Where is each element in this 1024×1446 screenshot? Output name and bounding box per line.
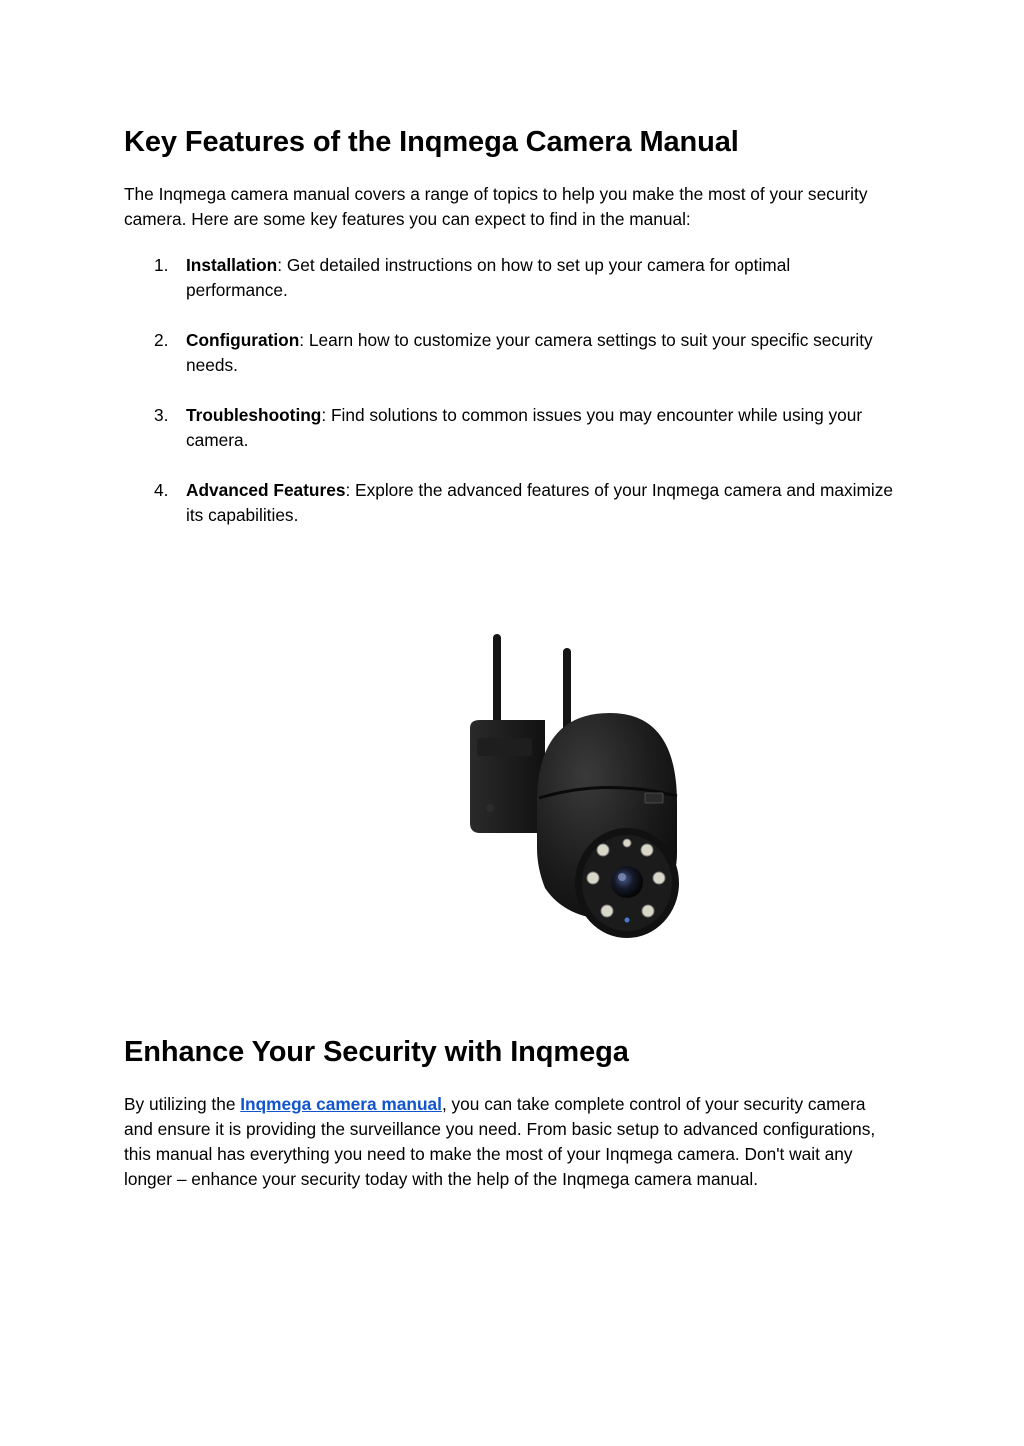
list-number: 2. [154,330,169,350]
list-number: 4. [154,480,169,500]
list-item-text: : Get detailed instructions on how to set up your camera for optimal performance. [186,255,791,300]
list-item-text: : Learn how to customize your camera settings to suit your specific security needs. [186,330,873,375]
security-camera-image [455,628,685,938]
list-item [124,478,894,528]
security-camera-icon [455,628,685,938]
list-item-title: Installation [186,255,278,275]
list-item [124,328,894,378]
list-item-title: Configuration [186,330,300,350]
intro-paragraph: The Inqmega camera manual covers a range of topics to help you make the most of your security camera. Here are some key features you can expect to find in the manual: [124,184,868,229]
list-item [124,403,894,453]
section-heading-key-features: Key Features of the Inqmega Camera Manual [124,126,739,158]
list-item-text: : Explore the advanced features of your Inqmega camera and maximize its capabilities. [186,480,893,525]
list-item-title: Advanced Features [186,480,346,500]
list-number: 1. [154,255,169,275]
section-heading-enhance-security: Enhance Your Security with Inqmega [124,1036,629,1068]
inqmega-manual-link[interactable]: Inqmega camera manual [240,1094,442,1114]
list-item-title: Troubleshooting [186,405,322,425]
closing-text-before: By utilizing the [124,1094,241,1114]
list-item-text: : Find solutions to common issues you may encounter while using your camera. [186,405,863,450]
closing-text-after: , you can take complete control of your security camera and ensure it is providing the surveillance you need. From basic setup to advanced configurations, this manual has everything you need to make the most of your Inqmega camera. Don't wait any longer – enhance your security today with the help of the Inqmega camera manual. [124,1094,876,1189]
list-number: 3. [154,405,169,425]
list-item [124,253,894,303]
features-list [124,253,894,553]
closing-paragraph [124,1092,894,1192]
